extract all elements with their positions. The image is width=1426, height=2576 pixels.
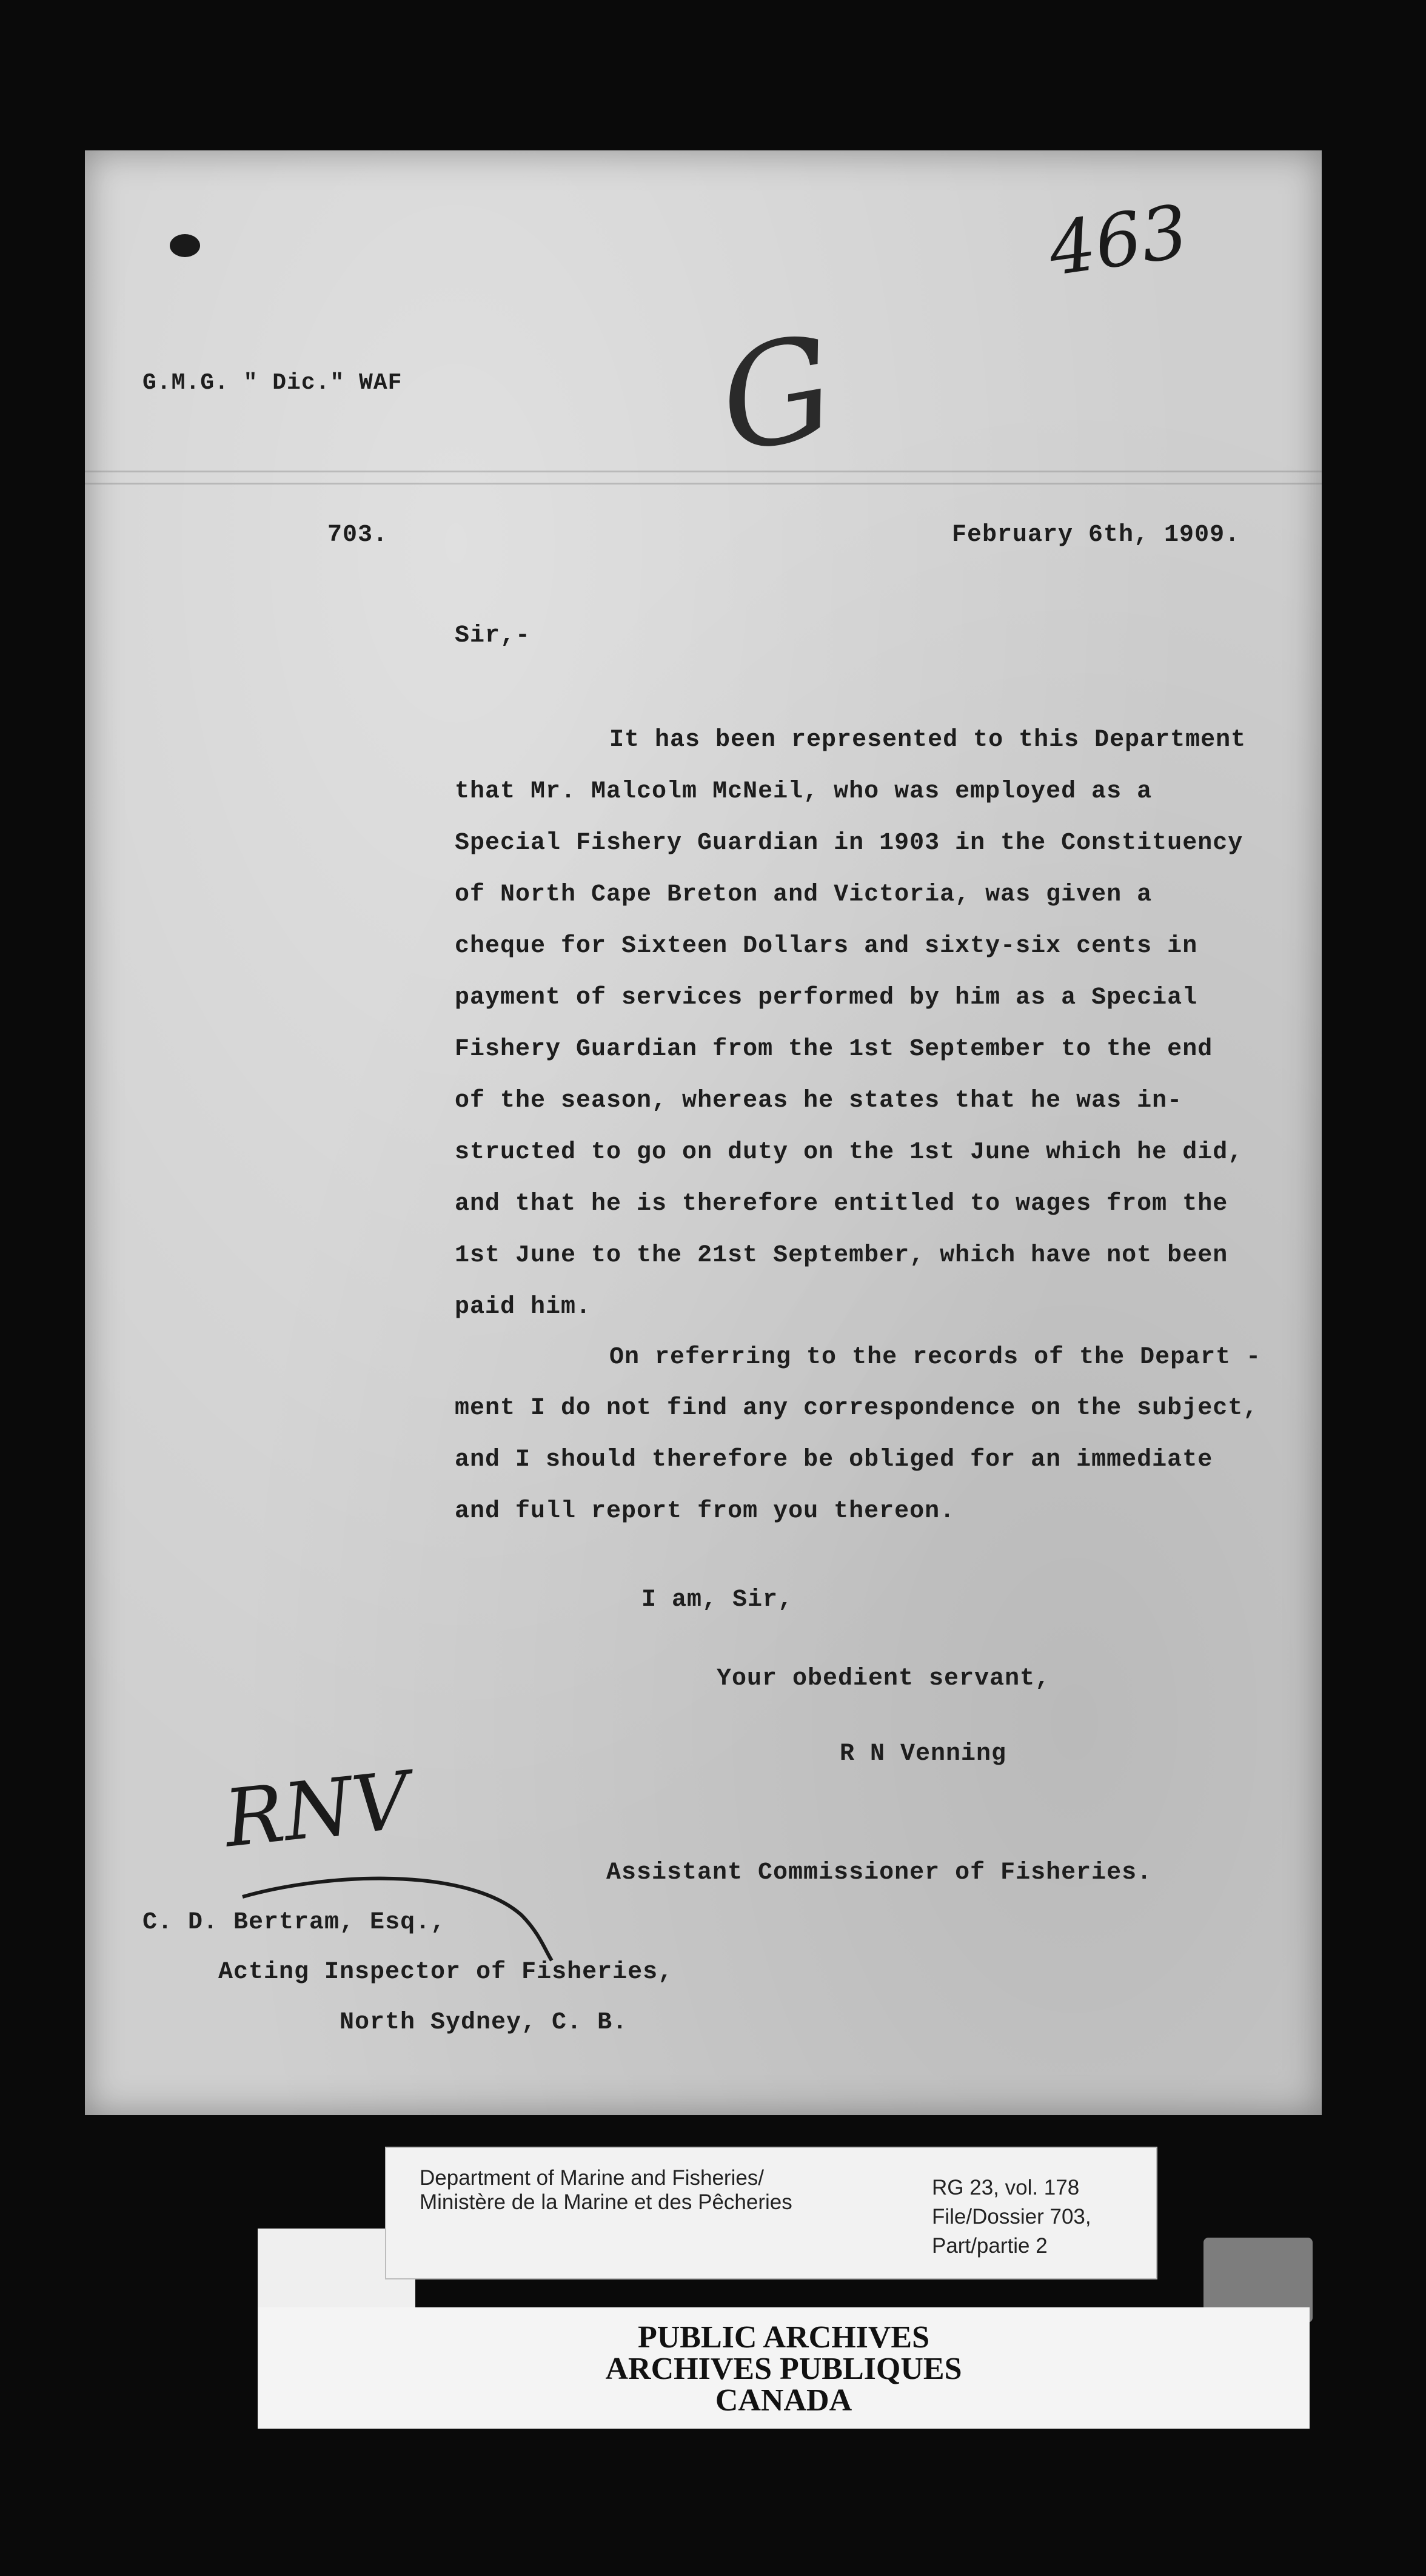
body-line: payment of services performed by him as a Special <box>455 984 1198 1011</box>
fold-line <box>85 483 1322 485</box>
folio-number: 463 <box>1043 189 1193 293</box>
stamp-line: ARCHIVES PUBLIQUES <box>605 2352 962 2386</box>
stamp-line: PUBLIC ARCHIVES <box>637 2320 930 2355</box>
dept-en: Department of Marine and Fisheries/ <box>420 2166 765 2190</box>
body-line: paid him. <box>455 1293 592 1321</box>
salutation: Sir,- <box>455 622 531 649</box>
body-line: cheque for Sixteen Dollars and sixty-six cents in <box>455 933 1198 960</box>
recipient-name: C. D. Bertram, Esq., <box>142 1909 446 1936</box>
header-reference: G.M.G. " Dic." WAF <box>142 370 403 396</box>
punch-hole <box>170 234 200 257</box>
stamp-line: CANADA <box>715 2383 852 2418</box>
archive-label <box>385 2147 1157 2279</box>
body-line: ment I do not find any correspondence on the subject, <box>455 1395 1259 1422</box>
body-line: It has been represented to this Department <box>609 726 1247 754</box>
handwritten-initials: RNV <box>219 1754 414 1865</box>
file-number: 703. <box>327 522 389 549</box>
ref-line: File/Dossier 703, <box>932 2205 1091 2229</box>
fold-line <box>85 471 1322 472</box>
sender-title: Assistant Commissioner of Fisheries. <box>606 1859 1153 1887</box>
body-line: structed to go on duty on the 1st June which he did, <box>455 1139 1244 1166</box>
reference-block <box>932 2173 1091 2261</box>
closing-line: Your obedient servant, <box>717 1665 1051 1692</box>
ref-line: RG 23, vol. 178 <box>932 2176 1080 2199</box>
department-name <box>420 2166 792 2215</box>
letter-page <box>85 150 1322 2115</box>
body-line: of the season, whereas he states that he was in- <box>455 1087 1183 1115</box>
body-line: Fishery Guardian from the 1st September to the end <box>455 1036 1213 1063</box>
body-line: and I should therefore be obliged for an immediate <box>455 1446 1213 1474</box>
archives-stamp <box>258 2307 1310 2429</box>
closing-line: I am, Sir, <box>641 1586 794 1614</box>
margin-mark: G <box>708 306 846 485</box>
dept-fr: Ministère de la Marine et des Pêcheries <box>420 2190 792 2214</box>
recipient-place: North Sydney, C. B. <box>340 2009 628 2036</box>
ref-line: Part/partie 2 <box>932 2234 1048 2258</box>
body-line: On referring to the records of the Depart - <box>609 1344 1262 1371</box>
typed-signature: R N Venning <box>840 1740 1007 1768</box>
body-line: and that he is therefore entitled to wages from the <box>455 1190 1228 1218</box>
body-line: Special Fishery Guardian in 1903 in the Constituency <box>455 830 1244 857</box>
body-line: of North Cape Breton and Victoria, was given a <box>455 881 1153 908</box>
letter-date: February 6th, 1909. <box>952 522 1240 549</box>
body-line: and full report from you thereon. <box>455 1498 956 1525</box>
body-line: that Mr. Malcolm McNeil, who was employed as a <box>455 778 1153 805</box>
recipient-title: Acting Inspector of Fisheries, <box>218 1959 674 1986</box>
body-line: 1st June to the 21st September, which have not been <box>455 1242 1228 1269</box>
